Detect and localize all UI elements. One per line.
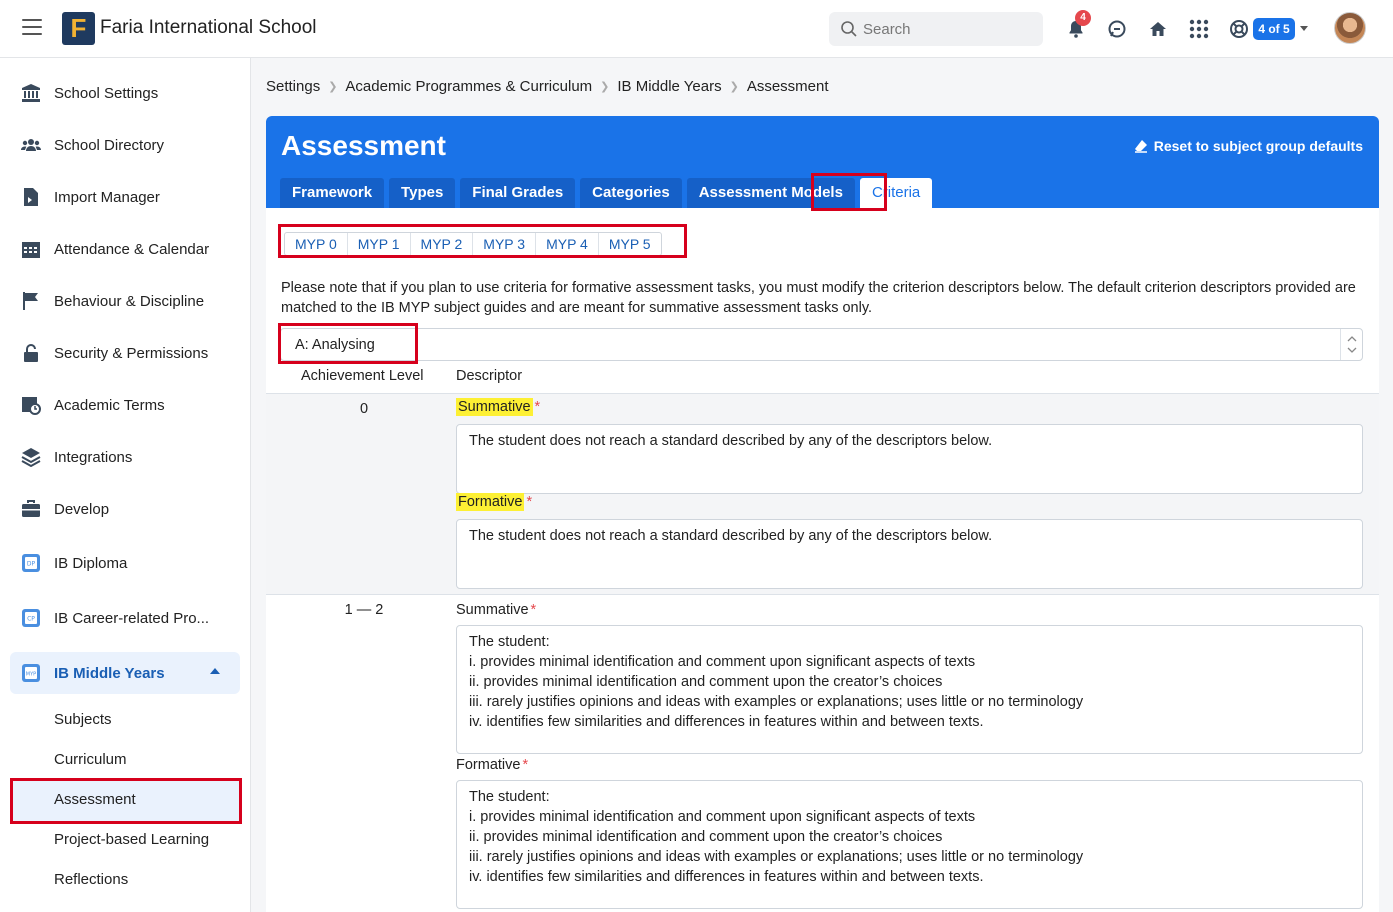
- sidebar-item-integrations[interactable]: [20, 444, 132, 470]
- sidebar-item-label: IB Career-related Pro...: [54, 609, 210, 627]
- home-icon[interactable]: [1148, 19, 1168, 39]
- tab-types[interactable]: Types: [389, 178, 455, 208]
- svg-text:MYP: MYP: [25, 671, 37, 678]
- year-tab-myp-5[interactable]: MYP 5: [608, 236, 651, 252]
- search-icon: [840, 20, 858, 38]
- sidebar-item-develop[interactable]: [20, 496, 109, 522]
- criteria-note: Please note that if you plan to use criteria for formative assessment tasks, you must modify the criterion descriptors below. The default criterion descriptors provided are matched to the IB MYP subject guides and are meant for summative assessment tasks only.: [281, 280, 1356, 316]
- tab-assessment-models[interactable]: Assessment Models: [687, 178, 855, 208]
- sidebar-item-ib-diploma[interactable]: [20, 550, 127, 576]
- sidebar-sub-item-reflections[interactable]: Reflections: [54, 871, 129, 888]
- sidebar-item-label: IB Middle Years: [54, 664, 165, 682]
- sidebar-item-ib-career-related[interactable]: [20, 605, 209, 631]
- calendar-icon: [20, 238, 42, 260]
- chat-icon[interactable]: [1107, 19, 1127, 39]
- tab-categories[interactable]: Categories: [580, 178, 682, 208]
- tab-framework[interactable]: Framework: [280, 178, 384, 208]
- reset-defaults-label: Reset to subject group defaults: [1153, 138, 1363, 154]
- page-title: Assessment: [281, 130, 446, 161]
- svg-text:CP: CP: [27, 615, 35, 623]
- breadcrumb-settings[interactable]: Settings: [266, 78, 321, 95]
- annotation-box-criterion: [278, 323, 418, 364]
- year-tab-myp-3[interactable]: MYP 3: [473, 233, 536, 255]
- chevron-right-icon: ❯: [729, 81, 739, 93]
- criterion-select-value: A: Analysing: [295, 337, 375, 353]
- sidebar-item-label: School Settings: [54, 84, 159, 102]
- sidebar-item-label: Academic Terms: [54, 396, 165, 414]
- summative-label: Summative *: [458, 399, 541, 415]
- layers-icon: [20, 446, 42, 468]
- search-input[interactable]: [863, 18, 1033, 40]
- search-box[interactable]: [829, 12, 1043, 46]
- formative-label: Formative *: [456, 757, 529, 773]
- annotation-box-criteria: [811, 173, 887, 211]
- column-header-achievement-level: Achievement Level: [301, 368, 424, 384]
- sidebar-item-label: Import Manager: [54, 188, 160, 206]
- bank-icon: [20, 82, 42, 104]
- achievement-level: 1 — 2: [344, 602, 384, 618]
- sidebar-item-behaviour-discipline[interactable]: [20, 288, 204, 314]
- tab-final-grades[interactable]: Final Grades: [460, 178, 575, 208]
- eraser-icon: [1134, 139, 1148, 153]
- tab-criteria[interactable]: Criteria: [860, 178, 932, 208]
- sidebar-item-label: Security & Permissions: [54, 344, 209, 362]
- formative-descriptor-field[interactable]: The student does not reach a standard described by any of the descriptors below.: [456, 519, 1363, 589]
- sidebar-sub-item-project-based-learning[interactable]: Project-based Learning: [54, 831, 210, 848]
- users-icon: [20, 134, 42, 156]
- menu-icon[interactable]: [22, 19, 42, 37]
- sidebar-item-academic-terms[interactable]: [20, 392, 165, 418]
- summative-descriptor-field[interactable]: The student does not reach a standard described by any of the descriptors below.: [456, 424, 1363, 494]
- lock-icon: [20, 342, 42, 364]
- chevron-right-icon: ❯: [328, 81, 338, 93]
- sidebar-item-label: Behaviour & Discipline: [54, 292, 205, 310]
- sidebar-item-attendance-calendar[interactable]: [20, 236, 209, 262]
- summative-label: Summative *: [456, 602, 537, 618]
- sidebar-item-label: IB Diploma: [54, 554, 128, 572]
- sidebar-sub-item-curriculum[interactable]: Curriculum: [54, 751, 127, 768]
- divider: [266, 594, 1379, 595]
- apps-grid-icon[interactable]: [1189, 19, 1209, 39]
- sidebar-sub-item-assessment[interactable]: Assessment: [54, 791, 136, 808]
- top-bar: [0, 0, 1393, 58]
- breadcrumb-academic-programmes[interactable]: Academic Programmes & Curriculum: [345, 78, 593, 95]
- card-header: [266, 116, 1379, 208]
- chevron-right-icon: ❯: [600, 81, 610, 93]
- select-arrows-icon[interactable]: [1340, 329, 1362, 360]
- briefcase-icon: [20, 498, 42, 520]
- reset-defaults-button[interactable]: [1134, 138, 1363, 154]
- sidebar-item-label: Develop: [54, 500, 110, 518]
- sidebar-item-security-permissions[interactable]: [20, 340, 208, 366]
- notification-badge: 4: [1075, 10, 1091, 26]
- school-logo[interactable]: F: [62, 12, 95, 45]
- avatar[interactable]: [1334, 12, 1366, 44]
- column-header-descriptor: Descriptor: [456, 368, 523, 384]
- chevron-down-icon[interactable]: [1300, 26, 1308, 31]
- sidebar-item-school-directory[interactable]: [20, 132, 164, 158]
- sidebar-item-import-manager[interactable]: [20, 184, 160, 210]
- assessment-card: [266, 116, 1379, 912]
- ib-myp-icon: [20, 662, 42, 684]
- sidebar: [0, 58, 251, 912]
- sidebar-item-label: School Directory: [54, 136, 165, 154]
- year-tab-myp-0[interactable]: MYP 0: [285, 233, 348, 255]
- chevron-up-icon[interactable]: [210, 668, 220, 674]
- annotation-box-year-tabs: [278, 224, 687, 258]
- achievement-level: 0: [359, 401, 369, 417]
- page-count-pill[interactable]: 4 of 5: [1253, 18, 1295, 40]
- breadcrumb-ib-middle-years[interactable]: IB Middle Years: [617, 78, 722, 95]
- formative-descriptor-field[interactable]: The student: i. provides minimal identification and comment upon significant aspects of texts ii. provides minimal identification and comment upon the creator’s choices iii. rarely justifies opinions and ideas with examples or explanations; uses little or no terminology iv. identifies few similarities and differences in features within and between texts.: [456, 780, 1363, 909]
- school-name[interactable]: Faria International School: [100, 17, 317, 38]
- year-tab-myp-4[interactable]: MYP 4: [536, 233, 599, 255]
- sidebar-item-ib-middle-years[interactable]: [20, 660, 165, 686]
- summative-descriptor-field[interactable]: The student: i. provides minimal identification and comment upon significant aspects of texts ii. provides minimal identification and comment upon the creator’s choices iii. rarely justifies opinions and ideas with examples or explanations; uses little or no terminology iv. identifies few similarities and differences in features within and between texts.: [456, 625, 1363, 754]
- svg-text:DP: DP: [26, 560, 36, 568]
- sidebar-sub-item-subjects[interactable]: Subjects: [54, 711, 112, 728]
- flag-icon: [20, 290, 42, 312]
- help-lifebuoy-icon[interactable]: [1229, 19, 1249, 39]
- year-tab-myp-2[interactable]: MYP 2: [411, 233, 474, 255]
- formative-label: Formative *: [458, 494, 533, 510]
- sidebar-item-school-settings[interactable]: [20, 80, 158, 106]
- year-tab-myp-1[interactable]: MYP 1: [348, 233, 411, 255]
- calendar-clock-icon: [20, 394, 42, 416]
- breadcrumb: [266, 78, 829, 95]
- file-import-icon: [20, 186, 42, 208]
- breadcrumb-assessment: Assessment: [746, 78, 829, 95]
- criterion-select[interactable]: [280, 328, 1363, 361]
- sidebar-item-label: Attendance & Calendar: [54, 240, 210, 258]
- ib-dp-icon: [20, 552, 42, 574]
- sidebar-item-label: Integrations: [54, 448, 133, 466]
- ib-cp-icon: [20, 607, 42, 629]
